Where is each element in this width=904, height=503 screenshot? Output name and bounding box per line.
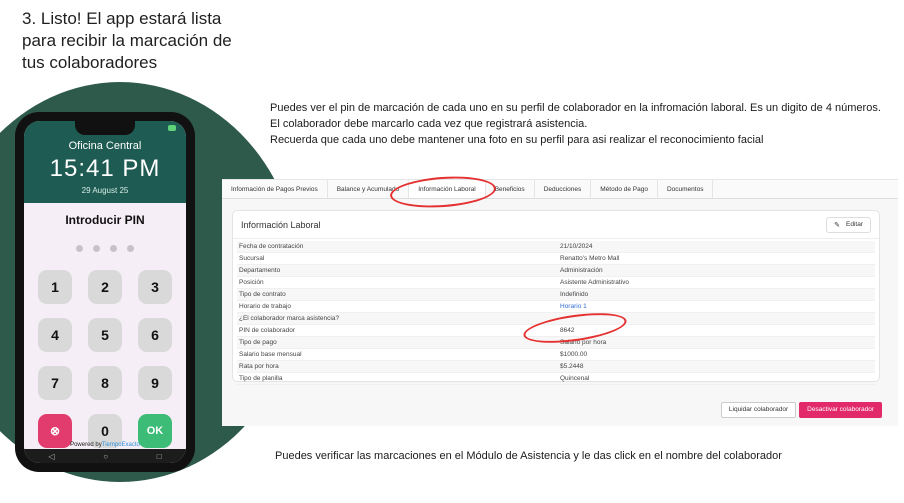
row-value: Renatto's Metro Mall — [560, 255, 620, 262]
pin-title: Introducir PIN — [65, 213, 145, 227]
powered-prefix: Powered by — [70, 442, 102, 448]
instruction-line-3: Recuerda que cada uno debe mantener una foto en su perfil para asi realizar el reconocimiento facial — [270, 134, 764, 146]
employee-profile-panel — [222, 179, 898, 426]
key-5[interactable]: 5 — [88, 318, 122, 352]
pencil-icon: ✎ — [834, 221, 841, 229]
info-row — [237, 265, 875, 277]
clock-date: 29 August 25 — [81, 186, 129, 195]
tab-pagos-previos[interactable]: Información de Pagos Previos — [222, 180, 328, 198]
card-header — [233, 211, 879, 239]
row-key: Tipo de pago — [239, 339, 277, 346]
key-9[interactable]: 9 — [138, 366, 172, 400]
info-row — [237, 289, 875, 301]
row-value: $5.2448 — [560, 363, 584, 370]
instruction-line-1: Puedes ver el pin de marcación de cada uno en su perfil de colaborador en la infromación laboral. Es un digito de 4 números. — [270, 102, 881, 114]
key-8[interactable]: 8 — [88, 366, 122, 400]
info-row — [237, 241, 875, 253]
powered-brand: TiempoExacto — [101, 442, 140, 448]
row-value: Administración — [560, 267, 603, 274]
info-row — [237, 361, 875, 373]
phone-screen — [24, 121, 186, 463]
row-key: Sucursal — [239, 255, 265, 262]
ok-button[interactable]: OK — [138, 414, 172, 448]
instruction-line-2: El colaborador debe marcarlo cada vez que registrará asistencia. — [270, 118, 588, 130]
clock-time: 15:41 PM — [49, 155, 161, 182]
info-row — [237, 277, 875, 289]
key-0[interactable]: 0 — [88, 414, 122, 448]
pin-dot — [127, 245, 134, 252]
row-key: Salario base mensual — [239, 351, 302, 358]
pin-dots — [24, 245, 186, 252]
tab-informacion-laboral[interactable]: Información Laboral — [409, 180, 485, 198]
key-1[interactable]: 1 — [38, 270, 72, 304]
key-3[interactable]: 3 — [138, 270, 172, 304]
edit-label: Editar — [846, 221, 863, 228]
row-value: 21/10/2024 — [560, 243, 593, 250]
powered-by — [24, 442, 186, 448]
android-navbar — [24, 449, 186, 463]
schedule-link[interactable]: Horario 1 — [560, 303, 587, 310]
row-key: PIN de colaborador — [239, 327, 296, 334]
cancel-icon: ⊗ — [49, 424, 61, 438]
profile-actions — [721, 402, 882, 418]
key-7[interactable]: 7 — [38, 366, 72, 400]
row-value: Quincenal — [560, 375, 590, 382]
edit-button[interactable] — [826, 217, 871, 233]
tab-beneficios[interactable]: Beneficios — [486, 180, 535, 198]
row-value: $1000.00 — [560, 351, 588, 358]
key-2[interactable]: 2 — [88, 270, 122, 304]
tab-balance[interactable]: Balance y Acumulado — [328, 180, 410, 198]
step-title: 3. Listo! El app estará lista para recibir la marcación de tus colaboradores — [22, 9, 232, 72]
recents-icon[interactable]: □ — [156, 451, 162, 461]
row-key: Horario de trabajo — [239, 303, 292, 310]
phone-mockup — [15, 112, 195, 472]
bottom-note: Puedes verificar las marcaciones en el Módulo de Asistencia y le das click en el nombre del colaborador — [275, 450, 782, 462]
pin-value: 8642 — [560, 327, 575, 334]
row-value: Asistente Administrativo — [560, 279, 630, 286]
info-rows — [233, 239, 879, 385]
profile-tabs — [222, 180, 898, 199]
battery-icon — [168, 125, 176, 131]
row-key: Rata por hora — [239, 363, 279, 370]
row-key: Posición — [239, 279, 264, 286]
info-row — [237, 349, 875, 361]
row-key: ¿El colaborador marca asistencia? — [239, 315, 340, 322]
tab-deducciones[interactable]: Deducciones — [535, 180, 592, 198]
info-row — [237, 253, 875, 265]
info-row — [237, 301, 875, 313]
card-title: Información Laboral — [241, 219, 321, 230]
pin-dot — [93, 245, 100, 252]
info-row — [237, 373, 875, 385]
back-icon[interactable]: ◁ — [48, 451, 55, 461]
pin-dot — [110, 245, 117, 252]
instructions — [270, 100, 890, 148]
phone-notch — [75, 121, 135, 135]
home-icon[interactable]: ○ — [103, 451, 109, 461]
deactivate-button[interactable]: Desactivar colaborador — [799, 402, 882, 418]
pin-dot — [76, 245, 83, 252]
office-name: Oficina Central — [68, 140, 142, 152]
tab-metodo-pago[interactable]: Método de Pago — [591, 180, 658, 198]
row-key: Tipo de contrato — [239, 291, 286, 298]
liquidate-button[interactable]: Liquidar colaborador — [721, 402, 796, 418]
row-value: Indefinido — [560, 291, 589, 298]
row-value: Salario por hora — [560, 339, 607, 346]
row-key: Departamento — [239, 267, 281, 274]
pin-keypad — [24, 270, 186, 448]
info-laboral-card — [232, 210, 880, 382]
key-4[interactable]: 4 — [38, 318, 72, 352]
key-6[interactable]: 6 — [138, 318, 172, 352]
tab-documentos[interactable]: Documentos — [658, 180, 714, 198]
row-key: Fecha de contratación — [239, 243, 304, 250]
row-key: Tipo de planilla — [239, 375, 283, 382]
